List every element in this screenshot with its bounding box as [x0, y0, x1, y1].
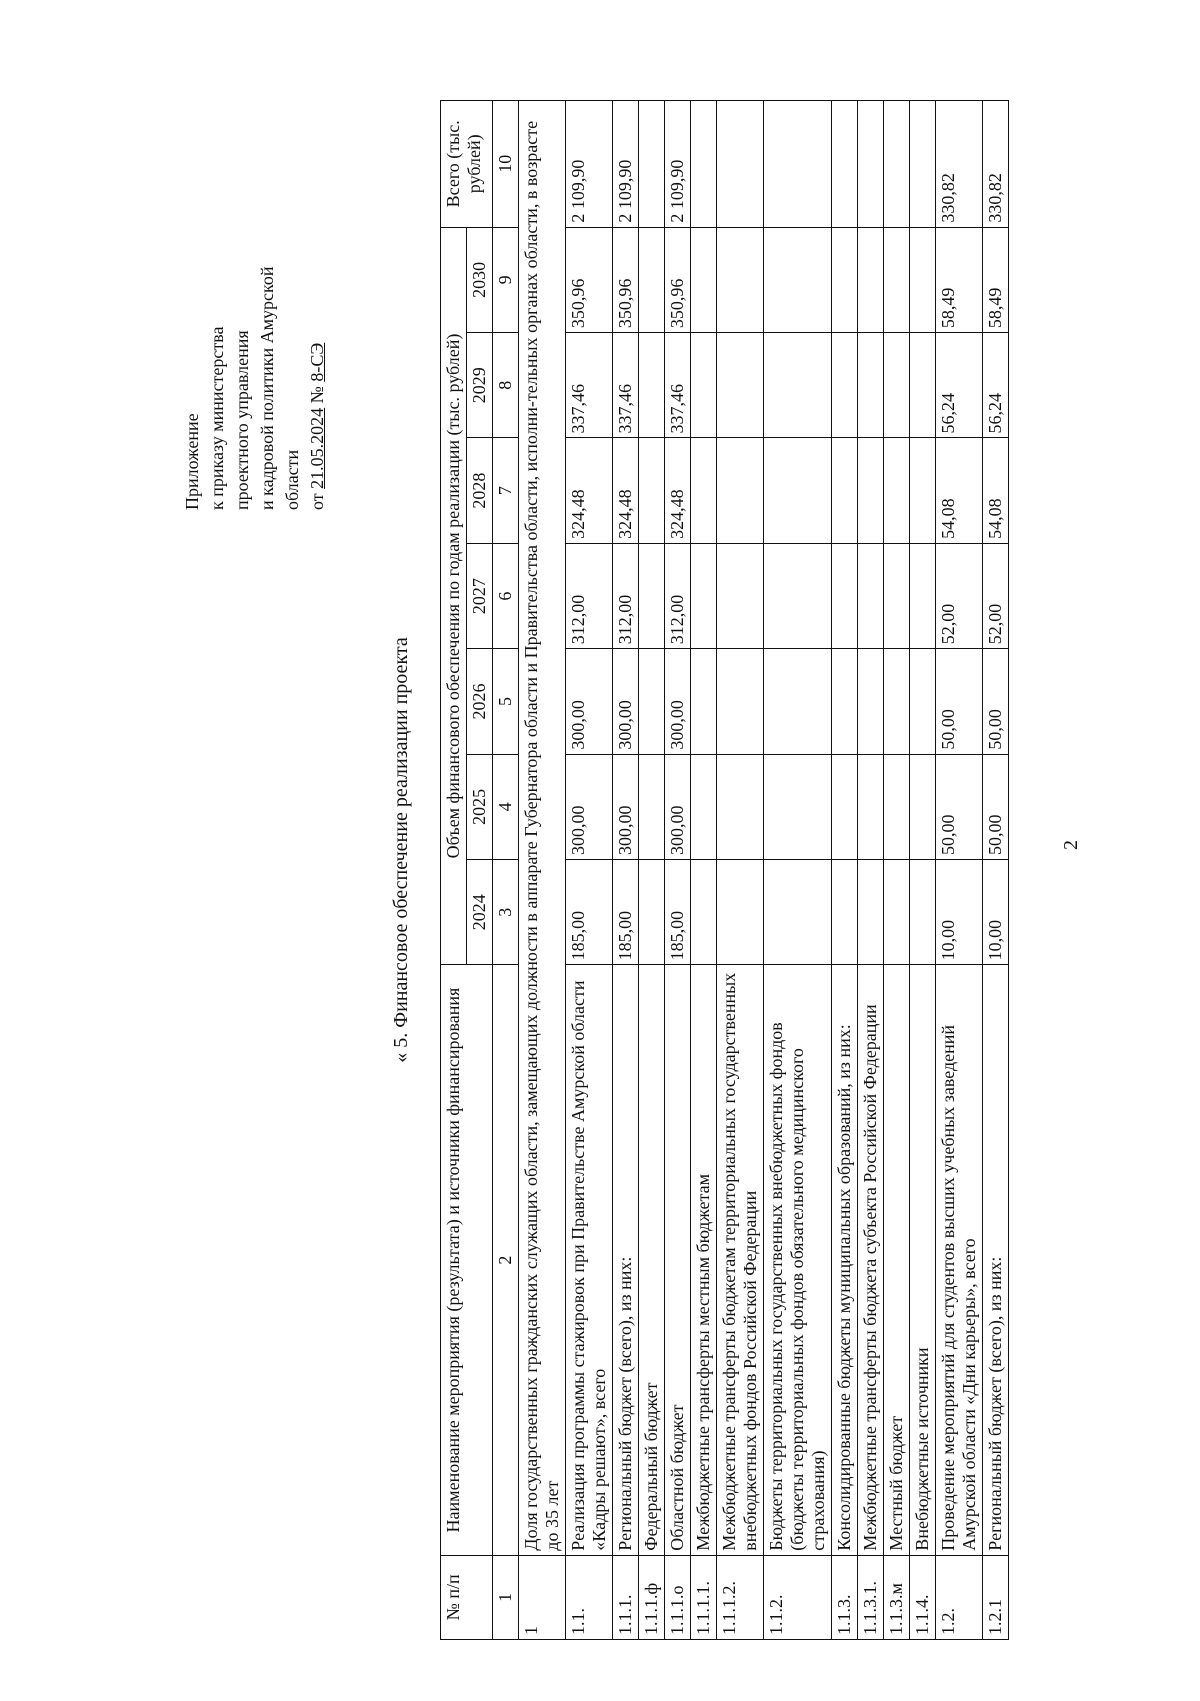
header-year: 2024: [467, 860, 493, 965]
row-value: [884, 649, 910, 754]
row-total: 2 109,90: [665, 101, 691, 228]
row-value: [639, 438, 665, 543]
row-value: [858, 860, 884, 965]
row-value: [910, 649, 936, 754]
row-value: [910, 860, 936, 965]
row-value: 56,24: [936, 333, 983, 438]
page-number: 2: [1060, 840, 1082, 850]
row-value: [764, 543, 832, 648]
header-year: 2030: [467, 227, 493, 332]
row-number: 1.2.1: [983, 1555, 1009, 1639]
row-value: [832, 333, 858, 438]
goal-num: 1: [519, 1555, 566, 1639]
header-year: 2026: [467, 649, 493, 754]
row-value: 58,49: [983, 227, 1009, 332]
row-value: [858, 438, 884, 543]
row-value: 312,00: [665, 543, 691, 648]
row-value: [910, 333, 936, 438]
appendix-date-line: [305, 267, 330, 511]
row-value: 56,24: [983, 333, 1009, 438]
row-total: [910, 101, 936, 228]
row-value: [639, 227, 665, 332]
row-total: [717, 101, 764, 228]
index-cell: 5: [493, 649, 519, 754]
section-title: « 5. Финансовое обеспечение реализации проекта: [390, 637, 412, 1063]
column-index-row: [493, 101, 519, 1640]
row-value: [717, 649, 764, 754]
row-value: [910, 227, 936, 332]
row-value: [639, 860, 665, 965]
row-value: [639, 333, 665, 438]
row-number: 1.1.1.2.: [717, 1555, 764, 1639]
row-number: 1.1.1.: [613, 1555, 639, 1639]
row-value: 350,96: [613, 227, 639, 332]
header-year: 2025: [467, 754, 493, 859]
row-value: [884, 860, 910, 965]
row-value: [639, 649, 665, 754]
table-row: [717, 101, 764, 1640]
index-cell: 9: [493, 227, 519, 332]
row-value: 52,00: [936, 543, 983, 648]
row-value: 324,48: [665, 438, 691, 543]
row-number: 1.1.2.: [764, 1555, 832, 1639]
order-number: 8-СЭ: [307, 342, 327, 382]
row-value: [832, 649, 858, 754]
row-value: [832, 543, 858, 648]
row-value: [858, 543, 884, 648]
row-value: [884, 333, 910, 438]
row-value: [717, 227, 764, 332]
table-row: [613, 101, 639, 1640]
row-total: [691, 101, 717, 228]
row-name: Федеральный бюджет: [639, 965, 665, 1555]
row-value: 50,00: [936, 754, 983, 859]
table-row: [639, 101, 665, 1640]
row-name: Реализация программы стажировок при Правительстве Амурской области «Кадры решают», всего: [566, 965, 613, 1555]
row-value: 324,48: [566, 438, 613, 543]
row-value: [858, 754, 884, 859]
row-number: 1.1.3.1.: [858, 1555, 884, 1639]
row-name: Бюджеты территориальных государственных внебюджетных фондов (бюджеты территориальных фондов обязательного медицинского страхования): [764, 965, 832, 1555]
row-value: 337,46: [665, 333, 691, 438]
index-cell: 8: [493, 333, 519, 438]
row-value: 350,96: [665, 227, 691, 332]
row-value: [764, 333, 832, 438]
header-name: Наименование мероприятия (результата) и источники финансирования: [441, 965, 493, 1555]
row-name: Региональный бюджет (всего), из них:: [613, 965, 639, 1555]
row-value: [832, 227, 858, 332]
row-value: 300,00: [613, 649, 639, 754]
row-name: Местный бюджет: [884, 965, 910, 1555]
row-value: [884, 754, 910, 859]
row-value: [832, 754, 858, 859]
row-value: [717, 754, 764, 859]
row-number: 1.1.4.: [910, 1555, 936, 1639]
appendix-line-5: области: [282, 449, 302, 510]
row-value: [691, 227, 717, 332]
row-value: [910, 438, 936, 543]
appendix-line-3: проектного управления: [232, 330, 252, 510]
row-value: [858, 649, 884, 754]
row-value: 300,00: [566, 649, 613, 754]
row-number: 1.1.3.: [832, 1555, 858, 1639]
row-value: [764, 754, 832, 859]
rotated-document: [60, 60, 1140, 1640]
goal-text: Доля государственных гражданских служащих области, замещающих должности в аппарате Губернатора области и Правительства области, исполни-тельных органах области, в возрасте до 35 лет: [519, 101, 566, 1556]
row-total: 2 109,90: [613, 101, 639, 228]
row-name: Межбюджетные трансферты местным бюджетам: [691, 965, 717, 1555]
row-value: [717, 333, 764, 438]
row-value: 337,46: [566, 333, 613, 438]
appendix-line-2: к приказу министерства: [207, 326, 227, 510]
row-name: Консолидированные бюджеты муниципальных образований, из них:: [832, 965, 858, 1555]
table-row: [665, 101, 691, 1640]
row-value: [639, 543, 665, 648]
row-total: [832, 101, 858, 228]
header-num: № п/п: [441, 1555, 493, 1639]
header-year: 2029: [467, 333, 493, 438]
row-number: 1.1.1.ф: [639, 1555, 665, 1639]
row-value: [691, 860, 717, 965]
row-value: [764, 438, 832, 543]
row-value: 300,00: [566, 754, 613, 859]
row-value: [910, 754, 936, 859]
header-row: [441, 101, 467, 1640]
index-cell: 4: [493, 754, 519, 859]
row-value: 185,00: [665, 860, 691, 965]
order-date: 21.05.2024: [307, 407, 327, 489]
row-value: 300,00: [665, 649, 691, 754]
table-row: [832, 101, 858, 1640]
row-value: 50,00: [983, 754, 1009, 859]
row-value: 324,48: [613, 438, 639, 543]
index-cell: 7: [493, 438, 519, 543]
row-number: 1.2.: [936, 1555, 983, 1639]
appendix-line-4: и кадровой политики Амурской: [257, 266, 277, 510]
row-value: 10,00: [983, 860, 1009, 965]
row-value: [717, 860, 764, 965]
row-total: 330,82: [936, 101, 983, 228]
table-row: [566, 101, 613, 1640]
row-value: 54,08: [983, 438, 1009, 543]
row-value: [764, 649, 832, 754]
row-name: Межбюджетные трансферты бюджета субъекта Российской Федерации: [858, 965, 884, 1555]
row-name: Региональный бюджет (всего), из них:: [983, 965, 1009, 1555]
appendix-line-1: Приложение: [182, 413, 202, 510]
header-year: 2028: [467, 438, 493, 543]
from-label: от: [307, 493, 327, 510]
table-row: [691, 101, 717, 1640]
table-row: [764, 101, 832, 1640]
row-total: 330,82: [983, 101, 1009, 228]
row-name: Внебюджетные источники: [910, 965, 936, 1555]
row-value: 337,46: [613, 333, 639, 438]
row-value: 300,00: [665, 754, 691, 859]
row-value: [910, 543, 936, 648]
table-row: [936, 101, 983, 1640]
row-total: [858, 101, 884, 228]
row-value: [764, 227, 832, 332]
row-total: 2 109,90: [566, 101, 613, 228]
row-value: [639, 754, 665, 859]
row-value: 185,00: [566, 860, 613, 965]
index-cell: 1: [493, 1555, 519, 1639]
row-value: [691, 649, 717, 754]
row-value: [884, 543, 910, 648]
header-year: 2027: [467, 543, 493, 648]
row-value: 350,96: [566, 227, 613, 332]
row-value: 10,00: [936, 860, 983, 965]
row-value: 312,00: [566, 543, 613, 648]
row-name: Проведение мероприятий для студентов высших учебных заведений Амурской области «Дни карьеры», всего: [936, 965, 983, 1555]
row-value: [858, 333, 884, 438]
row-value: [691, 543, 717, 648]
row-value: 50,00: [983, 649, 1009, 754]
row-value: [832, 438, 858, 543]
row-value: 185,00: [613, 860, 639, 965]
row-value: 312,00: [613, 543, 639, 648]
row-name: Областной бюджет: [665, 965, 691, 1555]
row-value: [691, 333, 717, 438]
row-name: Межбюджетные трансферты бюджетам территориальных государственных внебюджетных фондов Российской Федерации: [717, 965, 764, 1555]
row-value: 52,00: [983, 543, 1009, 648]
index-cell: 6: [493, 543, 519, 648]
index-cell: 3: [493, 860, 519, 965]
table-row: [884, 101, 910, 1640]
index-cell: 2: [493, 965, 519, 1555]
row-value: [884, 438, 910, 543]
row-value: [691, 438, 717, 543]
row-number: 1.1.1.о: [665, 1555, 691, 1639]
row-value: 54,08: [936, 438, 983, 543]
row-value: [832, 860, 858, 965]
row-value: 58,49: [936, 227, 983, 332]
row-number: 1.1.1.1.: [691, 1555, 717, 1639]
appendix-block: [180, 267, 330, 511]
row-total: [639, 101, 665, 228]
row-value: [691, 754, 717, 859]
row-total: [884, 101, 910, 228]
row-total: [764, 101, 832, 228]
row-number: 1.1.: [566, 1555, 613, 1639]
row-value: [884, 227, 910, 332]
row-number: 1.1.3.м: [884, 1555, 910, 1639]
row-value: [764, 860, 832, 965]
index-cell: 10: [493, 101, 519, 228]
finance-table: [440, 100, 1009, 1640]
row-value: [717, 543, 764, 648]
header-total: Всего (тыс. рублей): [441, 101, 493, 228]
row-value: 300,00: [613, 754, 639, 859]
header-volume: Объем финансового обеспечения по годам реализации (тыс. рублей): [441, 227, 467, 965]
goal-row: [519, 101, 566, 1640]
table-row: [910, 101, 936, 1640]
row-value: 50,00: [936, 649, 983, 754]
table-row: [858, 101, 884, 1640]
table-row: [983, 101, 1009, 1640]
number-label: №: [307, 386, 327, 404]
row-value: [858, 227, 884, 332]
row-value: [717, 438, 764, 543]
